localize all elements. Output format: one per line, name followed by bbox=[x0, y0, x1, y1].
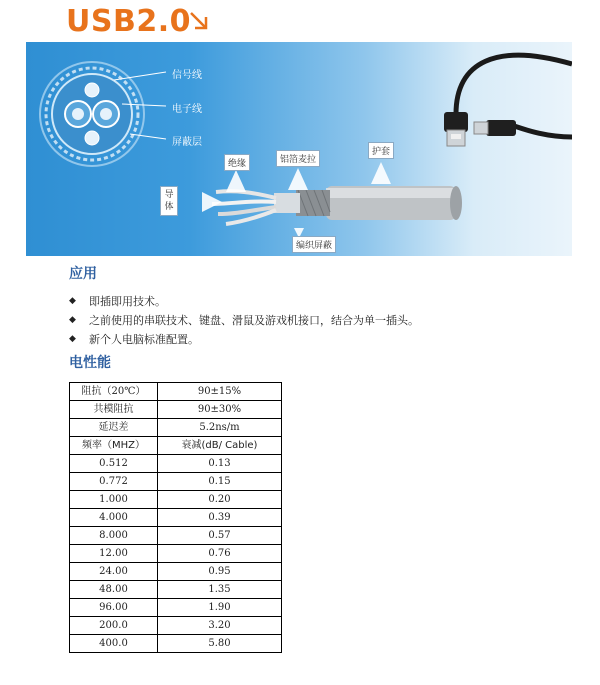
table-header-cell: 频率（MHZ） bbox=[70, 437, 158, 455]
table-cell: 90±30% bbox=[158, 401, 282, 419]
application-list bbox=[69, 292, 419, 349]
table-cell: 0.15 bbox=[158, 473, 282, 491]
table-cell: 0.772 bbox=[70, 473, 158, 491]
label-foil-shield: 铝箔麦拉 bbox=[276, 150, 320, 167]
table-cell: 0.512 bbox=[70, 455, 158, 473]
list-item-text: 即插即用技术。 bbox=[89, 295, 166, 308]
table-cell: 0.39 bbox=[158, 509, 282, 527]
usb-b-plug bbox=[474, 120, 516, 136]
label-signal-wire: 信号线 bbox=[172, 70, 202, 81]
cable-cutaway bbox=[212, 186, 462, 224]
table-cell: 0.20 bbox=[158, 491, 282, 509]
table-row bbox=[70, 635, 282, 653]
table-header-row bbox=[70, 437, 282, 455]
table-cell: 1.90 bbox=[158, 599, 282, 617]
table-header-cell: 衰减(dB/ Cable) bbox=[158, 437, 282, 455]
table-row bbox=[70, 473, 282, 491]
table-row bbox=[70, 419, 282, 437]
list-item-text: 新个人电脑标准配置。 bbox=[89, 333, 199, 346]
table-cell: 5.2ns/m bbox=[158, 419, 282, 437]
label-insulation: 绝缘 bbox=[224, 154, 250, 171]
table-cell: 1.000 bbox=[70, 491, 158, 509]
table-row bbox=[70, 581, 282, 599]
label-conductor: 导体 bbox=[160, 186, 178, 216]
table-cell: 200.0 bbox=[70, 617, 158, 635]
table-cell: 12.00 bbox=[70, 545, 158, 563]
table-row bbox=[70, 545, 282, 563]
table-row bbox=[70, 509, 282, 527]
label-shield-layer: 屏蔽层 bbox=[172, 137, 202, 148]
table-cell: 0.13 bbox=[158, 455, 282, 473]
arrow-down-right-icon bbox=[188, 10, 210, 32]
cable-banner bbox=[26, 42, 572, 256]
table-row bbox=[70, 599, 282, 617]
label-jacket: 护套 bbox=[368, 142, 394, 159]
list-item bbox=[69, 311, 419, 330]
usb-a-plug bbox=[444, 112, 468, 146]
table-cell: 5.80 bbox=[158, 635, 282, 653]
table-cell: 24.00 bbox=[70, 563, 158, 581]
table-cell: 48.00 bbox=[70, 581, 158, 599]
table-row bbox=[70, 401, 282, 419]
table-cell: 1.35 bbox=[158, 581, 282, 599]
list-item-text: 之前使用的串联技术、键盘、滑鼠及游戏机接口，结合为单一插头。 bbox=[89, 314, 419, 327]
electrical-heading: 电性能 bbox=[69, 355, 111, 371]
table-cell: 0.57 bbox=[158, 527, 282, 545]
table-cell: 共模阻抗 bbox=[70, 401, 158, 419]
page-title: USB2.0 bbox=[66, 4, 191, 39]
table-cell: 4.000 bbox=[70, 509, 158, 527]
diamond-bullet-icon: ◆ bbox=[69, 296, 76, 306]
table-row bbox=[70, 527, 282, 545]
diamond-bullet-icon: ◆ bbox=[69, 334, 76, 344]
table-cell: 8.000 bbox=[70, 527, 158, 545]
application-heading: 应用 bbox=[69, 266, 97, 282]
table-row bbox=[70, 563, 282, 581]
label-braid-shield: 编织屏蔽 bbox=[292, 236, 336, 253]
table-cell: 90±15% bbox=[158, 383, 282, 401]
list-item bbox=[69, 330, 419, 349]
table-cell: 0.95 bbox=[158, 563, 282, 581]
table-cell: 阻抗（20℃） bbox=[70, 383, 158, 401]
table-cell: 96.00 bbox=[70, 599, 158, 617]
list-item bbox=[69, 292, 419, 311]
table-row bbox=[70, 491, 282, 509]
table-row bbox=[70, 383, 282, 401]
table-row bbox=[70, 617, 282, 635]
table-row bbox=[70, 455, 282, 473]
cable-illustration bbox=[26, 42, 572, 256]
table-cell: 延迟差 bbox=[70, 419, 158, 437]
label-electronic-wire: 电子线 bbox=[172, 104, 202, 115]
table-cell: 400.0 bbox=[70, 635, 158, 653]
table-cell: 3.20 bbox=[158, 617, 282, 635]
electrical-performance-table bbox=[69, 382, 282, 653]
table-cell: 0.76 bbox=[158, 545, 282, 563]
diamond-bullet-icon: ◆ bbox=[69, 315, 76, 325]
